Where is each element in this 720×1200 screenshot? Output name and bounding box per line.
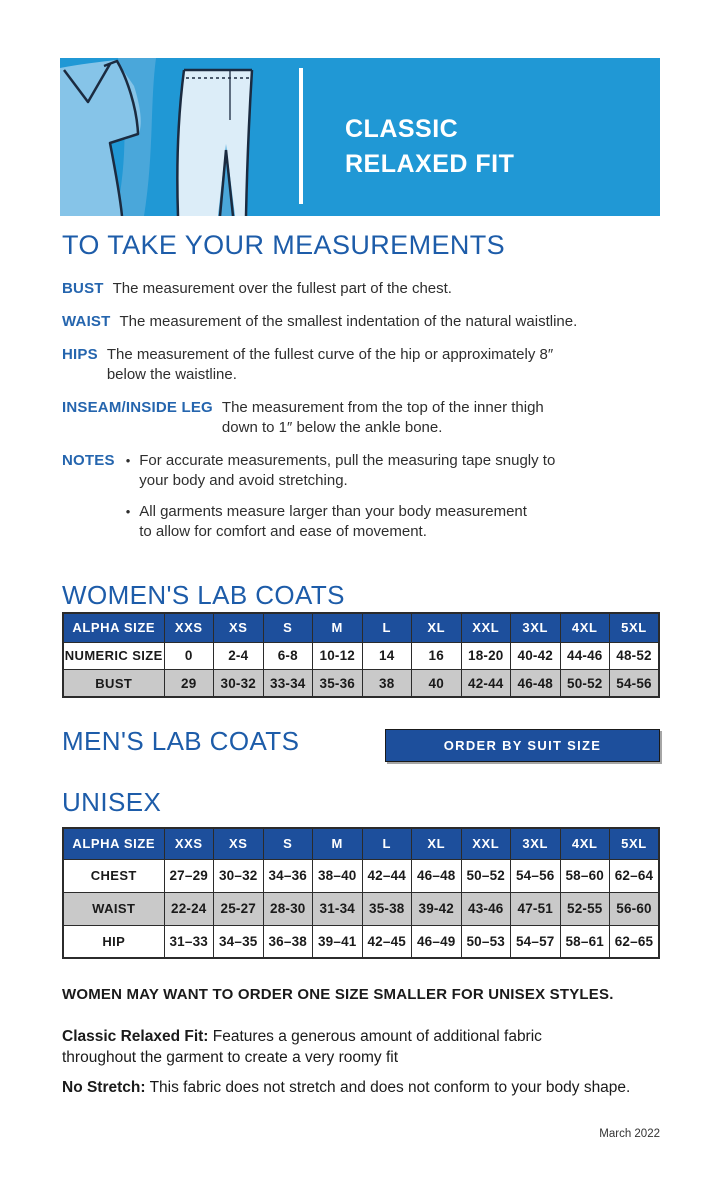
size-value-cell: 43-46 (461, 892, 511, 925)
size-column-header: XL (412, 828, 462, 859)
alpha-size-header: ALPHA SIZE (63, 828, 164, 859)
unisex-sizing-note: WOMEN MAY WANT TO ORDER ONE SIZE SMALLER FOR UNISEX STYLES. (62, 986, 614, 1003)
size-value-cell: 62–64 (610, 859, 660, 892)
size-value-cell: 28-30 (263, 892, 313, 925)
size-value-cell: 22-24 (164, 892, 214, 925)
table-header-row (63, 828, 659, 859)
size-value-cell: 54-56 (610, 670, 660, 698)
row-label: HIP (63, 925, 164, 958)
size-column-header: 5XL (610, 828, 660, 859)
size-value-cell: 54–56 (511, 859, 561, 892)
size-value-cell: 50-52 (560, 670, 610, 698)
size-value-cell: 42-44 (461, 670, 511, 698)
definition-hips (62, 345, 662, 385)
womens-section-title: WOMEN'S LAB COATS (62, 580, 345, 610)
size-value-cell: 42–45 (362, 925, 412, 958)
scrubs-illustration (60, 58, 270, 216)
size-column-header: L (362, 613, 412, 642)
stretch-description (62, 1077, 672, 1098)
note-text: All garments measure larger than your body measurement to allow for comfort and ease of movement. (139, 503, 527, 540)
bullet-icon: • (125, 504, 131, 519)
definition-notes (62, 451, 662, 542)
size-value-cell: 14 (362, 642, 412, 670)
size-column-header: XL (412, 613, 462, 642)
definition-label: WAIST (62, 313, 111, 330)
size-value-cell: 46–48 (412, 859, 462, 892)
row-label: WAIST (63, 892, 164, 925)
fit-description (62, 1026, 607, 1068)
size-value-cell: 44-46 (560, 642, 610, 670)
size-value-cell: 56-60 (610, 892, 660, 925)
definition-inseam (62, 398, 662, 438)
stretch-description-text: This fabric does not stretch and does not conform to your body shape. (149, 1079, 631, 1096)
banner-title (345, 112, 514, 182)
notes-list (124, 451, 558, 542)
size-value-cell: 39-42 (412, 892, 462, 925)
size-value-cell: 54–57 (511, 925, 561, 958)
banner-title-line1: CLASSIC (345, 115, 459, 143)
definition-text: The measurement from the top of the inner thigh down to 1″ below the ankle bone. (221, 399, 544, 436)
definition-text: The measurement over the fullest part of the chest. (112, 280, 452, 297)
size-column-header: XXS (164, 613, 214, 642)
size-column-header: L (362, 828, 412, 859)
definition-label: HIPS (62, 346, 98, 363)
size-value-cell: 46-48 (511, 670, 561, 698)
definition-bust (62, 279, 662, 299)
revision-date: March 2022 (599, 1128, 660, 1140)
header-banner (60, 58, 660, 216)
size-value-cell: 30–32 (214, 859, 264, 892)
measurement-definitions (62, 279, 662, 555)
size-column-header: M (313, 613, 363, 642)
size-value-cell: 46–49 (412, 925, 462, 958)
mens-section-title: MEN'S LAB COATS (62, 726, 300, 756)
row-label: CHEST (63, 859, 164, 892)
size-column-header: XXL (461, 828, 511, 859)
size-value-cell: 25-27 (214, 892, 264, 925)
size-value-cell: 33-34 (263, 670, 313, 698)
size-value-cell: 47-51 (511, 892, 561, 925)
size-value-cell: 58–60 (560, 859, 610, 892)
table-row (63, 859, 659, 892)
size-column-header: XXS (164, 828, 214, 859)
size-value-cell: 35-36 (313, 670, 363, 698)
bullet-icon: • (125, 453, 131, 468)
size-column-header: 3XL (511, 828, 561, 859)
size-column-header: XXL (461, 613, 511, 642)
row-label: BUST (63, 670, 164, 698)
size-value-cell: 34–35 (214, 925, 264, 958)
size-value-cell: 50–53 (461, 925, 511, 958)
size-column-header: S (263, 828, 313, 859)
size-column-header: 4XL (560, 828, 610, 859)
size-column-header: 3XL (511, 613, 561, 642)
note-item (124, 502, 558, 542)
order-by-suit-size-button[interactable]: ORDER BY SUIT SIZE (385, 729, 660, 762)
size-value-cell: 40-42 (511, 642, 561, 670)
table-row (63, 670, 659, 698)
banner-title-line2: RELAXED FIT (345, 150, 515, 178)
size-value-cell: 36–38 (263, 925, 313, 958)
table-header-row (63, 613, 659, 642)
definition-label: NOTES (62, 452, 115, 469)
unisex-size-table (62, 827, 660, 959)
size-column-header: XS (214, 613, 264, 642)
table-row (63, 892, 659, 925)
size-column-header: M (313, 828, 363, 859)
size-value-cell: 40 (412, 670, 462, 698)
size-column-header: S (263, 613, 313, 642)
size-value-cell: 39–41 (313, 925, 363, 958)
alpha-size-header: ALPHA SIZE (63, 613, 164, 642)
size-value-cell: 50–52 (461, 859, 511, 892)
size-value-cell: 38–40 (313, 859, 363, 892)
table-row (63, 925, 659, 958)
definition-label: INSEAM/INSIDE LEG (62, 399, 213, 416)
size-column-header: XS (214, 828, 264, 859)
definition-text: The measurement of the fullest curve of the hip or approximately 8″ below the waistline. (106, 346, 554, 383)
size-value-cell: 42–44 (362, 859, 412, 892)
fit-description-label: Classic Relaxed Fit: (62, 1028, 209, 1045)
note-item (124, 451, 558, 491)
fit-description-text: Features a generous amount of additional fabric throughout the garment to create a very roomy fit (62, 1028, 542, 1066)
size-value-cell: 16 (412, 642, 462, 670)
definition-text: The measurement of the smallest indentation of the natural waistline. (119, 313, 578, 330)
size-value-cell: 58–61 (560, 925, 610, 958)
size-value-cell: 34–36 (263, 859, 313, 892)
size-value-cell: 35-38 (362, 892, 412, 925)
unisex-section-title: UNISEX (62, 787, 162, 817)
size-value-cell: 6-8 (263, 642, 313, 670)
definition-waist (62, 312, 662, 332)
womens-size-table (62, 612, 660, 698)
stretch-description-label: No Stretch: (62, 1079, 146, 1096)
size-value-cell: 27–29 (164, 859, 214, 892)
row-label: NUMERIC SIZE (63, 642, 164, 670)
size-value-cell: 2-4 (214, 642, 264, 670)
size-value-cell: 62–65 (610, 925, 660, 958)
table-row (63, 642, 659, 670)
measurements-title: TO TAKE YOUR MEASUREMENTS (62, 230, 506, 260)
definition-label: BUST (62, 280, 104, 297)
size-value-cell: 18-20 (461, 642, 511, 670)
size-column-header: 5XL (610, 613, 660, 642)
size-column-header: 4XL (560, 613, 610, 642)
size-value-cell: 31-34 (313, 892, 363, 925)
size-value-cell: 0 (164, 642, 214, 670)
size-value-cell: 31–33 (164, 925, 214, 958)
size-value-cell: 30-32 (214, 670, 264, 698)
note-text: For accurate measurements, pull the measuring tape snugly to your body and avoid stretching. (139, 452, 556, 489)
banner-divider (299, 68, 303, 204)
size-value-cell: 52-55 (560, 892, 610, 925)
size-value-cell: 38 (362, 670, 412, 698)
size-value-cell: 29 (164, 670, 214, 698)
size-value-cell: 48-52 (610, 642, 660, 670)
size-value-cell: 10-12 (313, 642, 363, 670)
